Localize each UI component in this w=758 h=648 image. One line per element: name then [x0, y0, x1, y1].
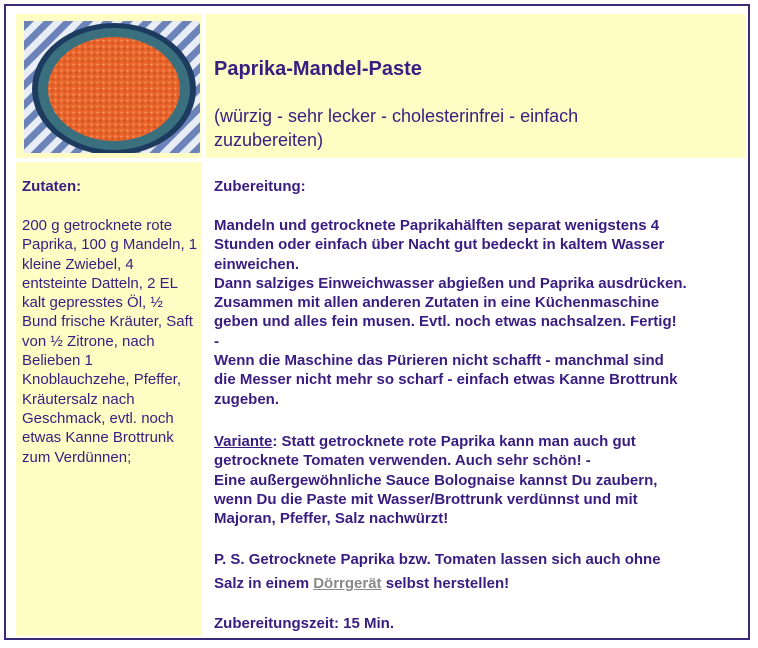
ps-suffix: selbst herstellen! — [381, 575, 510, 592]
prep-time: Zubereitungszeit: 15 Min. — [214, 615, 395, 632]
ps-paragraph — [214, 548, 744, 596]
recipe-subtitle: (würzig - sehr lecker - cholesterinfrei - einfach zuzubereiten) — [214, 106, 579, 150]
preparation-heading: Zubereitung: — [214, 178, 306, 195]
step-line: Mandeln und getrocknete Paprikahälften separat wenigstens 4 — [214, 217, 660, 234]
variant-link[interactable]: Variante — [214, 433, 273, 450]
step-line: - — [214, 332, 219, 350]
step-line: Dann salziges Einweichwasser abgießen und Paprika ausdrücken. — [214, 274, 687, 292]
doerrgeraet-link[interactable]: Dörrgerät — [313, 575, 382, 592]
ps-prefix: Salz in einem — [214, 575, 314, 592]
photo-cell — [16, 14, 202, 158]
ingredients-text: 200 g getrocknete rote Paprika, 100 g Mandeln, 1 kleine Zwiebel, 4 entsteinte Datteln, 2 EL kalt gepresstes Öl, ½ Bund frische Kräuter, Saft von ½ Zitrone, nach Belieben 1 Knoblauchzehe, Pfeffer, Kräutersalz nach Geschmack, evtl. noch etwas Kanne Brottrunk zum Verdünnen; — [22, 217, 198, 466]
variant-first-text: : Statt getrocknete rote Paprika kann man auch gut — [272, 433, 636, 450]
ingredients-cell — [16, 162, 202, 636]
preparation-cell — [206, 162, 746, 636]
ps-line-1: P. S. Getrocknete Paprika bzw. Tomaten lassen sich auch ohne — [214, 551, 661, 568]
variant-line: getrocknete Tomaten verwenden. Auch sehr schön! - — [214, 452, 591, 470]
variant-line: Eine außergewöhnliche Sauce Bolognaise kannst Du zaubern, — [214, 471, 658, 489]
preparation-steps — [214, 216, 744, 409]
step-line: Stunden oder einfach über Nacht gut bedeckt in kaltem Wasser — [214, 236, 665, 254]
step-line: geben und alles fein musen. Evtl. noch etwas nachsalzen. Fertig! — [214, 313, 677, 331]
variant-line: Majoran, Pfeffer, Salz nachwürzt! — [214, 510, 449, 528]
ps-line-2 — [214, 572, 744, 596]
header-cell — [206, 14, 746, 158]
variant-first-line — [214, 432, 744, 451]
step-line: Zusammen mit allen anderen Zutaten in eine Küchenmaschine — [214, 294, 660, 312]
step-line: zugeben. — [214, 390, 280, 408]
ingredients-heading: Zutaten: — [22, 178, 82, 195]
variant-line: wenn Du die Paste mit Wasser/Brottrunk verdünnst und mit — [214, 490, 638, 508]
recipe-photo — [24, 21, 200, 153]
variant-paragraph — [214, 432, 744, 528]
recipe-title: Paprika-Mandel-Paste — [214, 58, 422, 80]
step-line: Wenn die Maschine das Pürieren nicht schafft - manchmal sind — [214, 352, 664, 370]
step-line: die Messer nicht mehr so scharf - einfach etwas Kanne Brottrunk — [214, 371, 678, 389]
step-line: einweichen. — [214, 255, 300, 273]
recipe-frame — [4, 4, 750, 640]
